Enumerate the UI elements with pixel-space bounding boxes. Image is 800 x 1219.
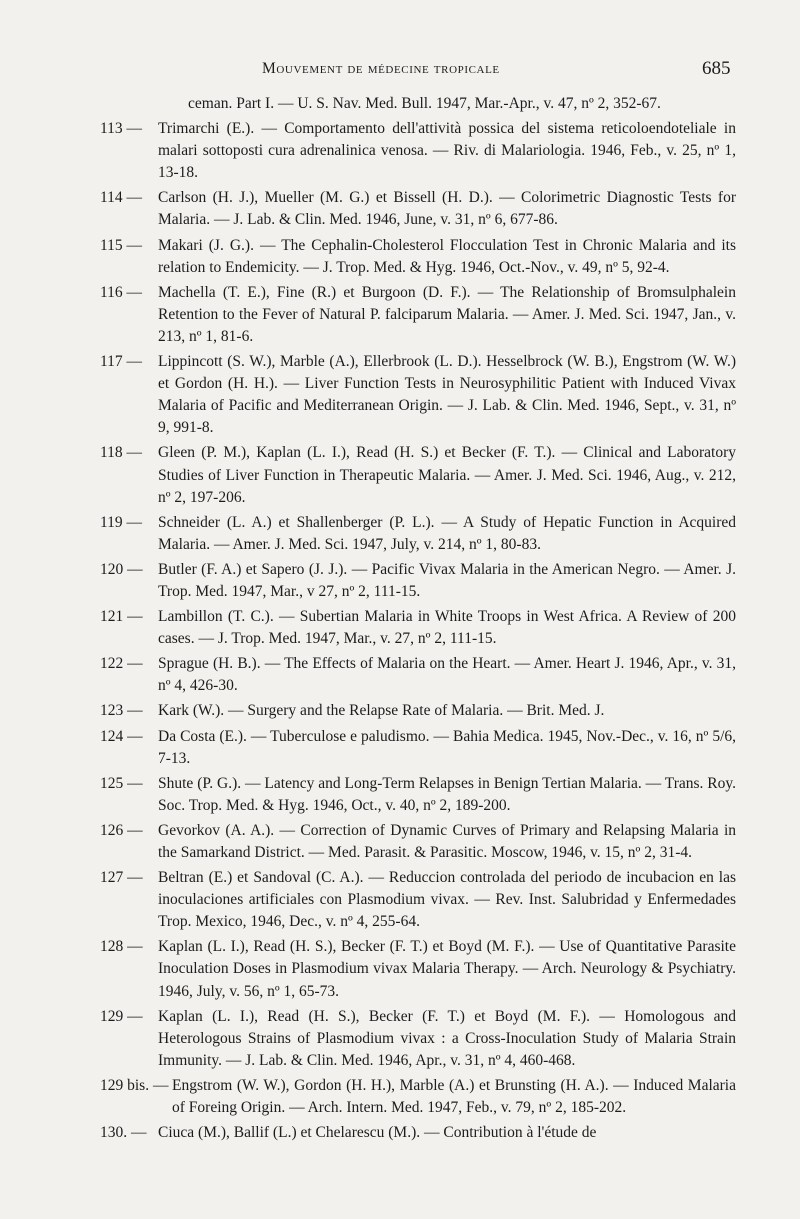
page-number: 685 bbox=[702, 58, 731, 79]
entry-number: 119 — bbox=[100, 513, 143, 531]
entry-text: Kaplan (L. I.), Read (H. S.), Becker (F. T.) et Boyd (M. F.). — Homologous and Heterologous Strains of Plasmodium vivax : a Cross-Inoculation Study of Malaria Strain Immunity. — J. Lab. & Clin. Med. 1946, Apr., v. 31, nº 4, 460-468. bbox=[158, 1007, 736, 1069]
entry-text: Makari (J. G.). — The Cephalin-Cholesterol Flocculation Test in Chronic Malaria and its relation to Endemicity. — J. Trop. Med. & Hyg. 1946, Oct.-Nov., v. 49, nº 5, 92-4. bbox=[158, 236, 736, 276]
bibliography-entry bbox=[0, 867, 800, 933]
entry-number: 115 — bbox=[100, 236, 143, 254]
entry-text: Gevorkov (A. A.). — Correction of Dynamic Curves of Primary and Relapsing Malaria in the Samarkand District. — Med. Parasit. & Parasitic. Moscow, 1946, v. 15, nº 2, 31-4. bbox=[158, 821, 736, 861]
bibliography-entry bbox=[0, 559, 800, 603]
entry-text: Kaplan (L. I.), Read (H. S.), Becker (F. T.) et Boyd (M. F.). — Use of Quantitative Parasite Inoculation Doses in Plasmodium vivax Malaria Therapy. — Arch. Neurology & Psychiatry. 1946, July, v. 56, nº 1, 65-73. bbox=[158, 938, 736, 1000]
entry-number: 123 — bbox=[100, 702, 143, 720]
bibliography-entry bbox=[0, 1006, 800, 1072]
entry-text: Sprague (H. B.). — The Effects of Malaria on the Heart. — Amer. Heart J. 1946, Apr., v. 31, nº 4, 426-30. bbox=[158, 655, 736, 695]
bibliography-entry bbox=[0, 726, 800, 770]
bibliography-entry bbox=[0, 512, 800, 556]
entry-number: 125 — bbox=[100, 774, 143, 792]
entry-number: 130. — bbox=[100, 1124, 147, 1142]
entry-number: 117 — bbox=[100, 353, 143, 371]
entry-number: 114 — bbox=[100, 189, 143, 207]
bibliography-entry bbox=[0, 442, 800, 508]
bibliography-entry bbox=[0, 653, 800, 697]
entry-number: 128 — bbox=[100, 938, 143, 956]
entry-number: 121 — bbox=[100, 608, 143, 626]
entry-text: Shute (P. G.). — Latency and Long-Term Relapses in Benign Tertian Malaria. — Trans. Roy. Soc. Trop. Med. & Hyg. 1946, Oct., v. 40, nº 2, 189-200. bbox=[158, 774, 736, 814]
bibliography-entry bbox=[0, 187, 800, 231]
bibliography-entry bbox=[0, 773, 800, 817]
bibliography-entry bbox=[0, 282, 800, 348]
entry-text: Engstrom (W. W.), Gordon (H. H.), Marble (A.) et Brunsting (H. A.). — Induced Malaria of Foreing Origin. — Arch. Intern. Med. 1947, Feb., v. 79, nº 2, 185-202. bbox=[172, 1076, 736, 1117]
bibliography-entry bbox=[0, 936, 800, 1002]
entry-number: 129 bis. — bbox=[100, 1076, 169, 1094]
bibliography-entry bbox=[0, 93, 800, 115]
entry-text: Kark (W.). — Surgery and the Relapse Rate of Malaria. — Brit. Med. J. bbox=[158, 702, 605, 720]
entry-text: Ciuca (M.), Ballif (L.) et Chelarescu (M.). — Contribution à l'étude de bbox=[158, 1124, 597, 1142]
entry-number: 127 — bbox=[100, 869, 143, 887]
entry-text: Lambillon (T. C.). — Subertian Malaria in White Troops in West Africa. A Review of 200 cases. — J. Trop. Med. 1947, Mar., v. 27, nº 2, 111-15. bbox=[158, 608, 736, 648]
bibliography-entry bbox=[0, 700, 800, 722]
entry-number: 116 — bbox=[100, 283, 143, 301]
entry-text: ceman. Part I. — U. S. Nav. Med. Bull. 1947, Mar.-Apr., v. 47, nº 2, 352-67. bbox=[188, 95, 661, 112]
bibliography-list bbox=[0, 93, 800, 1147]
bibliography-entry bbox=[0, 235, 800, 279]
entry-number: 126 — bbox=[100, 821, 143, 839]
entry-number: 124 — bbox=[100, 727, 143, 745]
entry-text: Gleen (P. M.), Kaplan (L. I.), Read (H. S.) et Becker (F. T.). — Clinical and Laboratory Studies of Liver Function in Therapeutic Malaria. — Amer. J. Med. Sci. 1946, Aug., v. 212, nº 2, 197-206. bbox=[158, 444, 736, 506]
entry-text: Carlson (H. J.), Mueller (M. G.) et Bissell (H. D.). — Colorimetric Diagnostic Tests for Malaria. — J. Lab. & Clin. Med. 1946, June, v. 31, nº 6, 677-86. bbox=[158, 189, 736, 229]
bibliography-entry bbox=[0, 1122, 800, 1144]
entry-text: Machella (T. E.), Fine (R.) et Burgoon (D. F.). — The Relationship of Bromsulphalein Retention to the Fever of Natural P. falciparum Malaria. — Amer. J. Med. Sci. 1947, Jan., v. 213, nº 1, 81-6. bbox=[158, 283, 736, 345]
entry-number: 113 — bbox=[100, 120, 143, 138]
entry-text: Lippincott (S. W.), Marble (A.), Ellerbrook (L. D.). Hesselbrock (W. B.), Engstrom (W. W.) et Gordon (H. H.). — Liver Function Tests in Neurosyphilitic Patient with Induced Vivax Malaria of Pacific and Mediterranean Origin. — J. Lab. & Clin. Med. 1946, Sept., v. 31, nº 9, 991-8. bbox=[158, 353, 736, 437]
entry-text: Da Costa (E.). — Tuberculose e paludismo. — Bahia Medica. 1945, Nov.-Dec., v. 16, nº 5/6, 7-13. bbox=[158, 727, 736, 767]
bibliography-entry bbox=[0, 820, 800, 864]
entry-text: Schneider (L. A.) et Shallenberger (P. L.). — A Study of Hepatic Function in Acquired Malaria. — Amer. J. Med. Sci. 1947, July, v. 214, nº 1, 80-83. bbox=[158, 513, 736, 553]
entry-number: 118 — bbox=[100, 444, 143, 462]
entry-text: Trimarchi (E.). — Comportamento dell'attività possica del sistema reticoloendoteliale in malari sottoposti cura adrenalinica venosa. — Riv. di Malariologia. 1946, Feb., v. 25, nº 1, 13-18. bbox=[158, 120, 736, 182]
bibliography-entry bbox=[0, 351, 800, 439]
running-title: Mouvement de médecine tropicale bbox=[262, 60, 500, 77]
bibliography-entry bbox=[0, 606, 800, 650]
entry-number: 120 — bbox=[100, 560, 143, 578]
entry-text: Beltran (E.) et Sandoval (C. A.). — Reduccion controlada del periodo de incubacion en las inoculaciones artificiales con Plasmodium vivax. — Rev. Inst. Salubridad y Enfermedades Trop. Mexico, 1946, Dec., v. nº 4, 255-64. bbox=[158, 869, 736, 931]
running-head bbox=[0, 58, 800, 82]
entry-number: 129 — bbox=[100, 1007, 143, 1025]
bibliography-entry bbox=[0, 118, 800, 184]
entry-number: 122 — bbox=[100, 655, 143, 673]
bibliography-entry bbox=[0, 1075, 800, 1119]
entry-text: Butler (F. A.) et Sapero (J. J.). — Pacific Vivax Malaria in the American Negro. — Amer. J. Trop. Med. 1947, Mar., v 27, nº 2, 111-15. bbox=[158, 560, 736, 600]
